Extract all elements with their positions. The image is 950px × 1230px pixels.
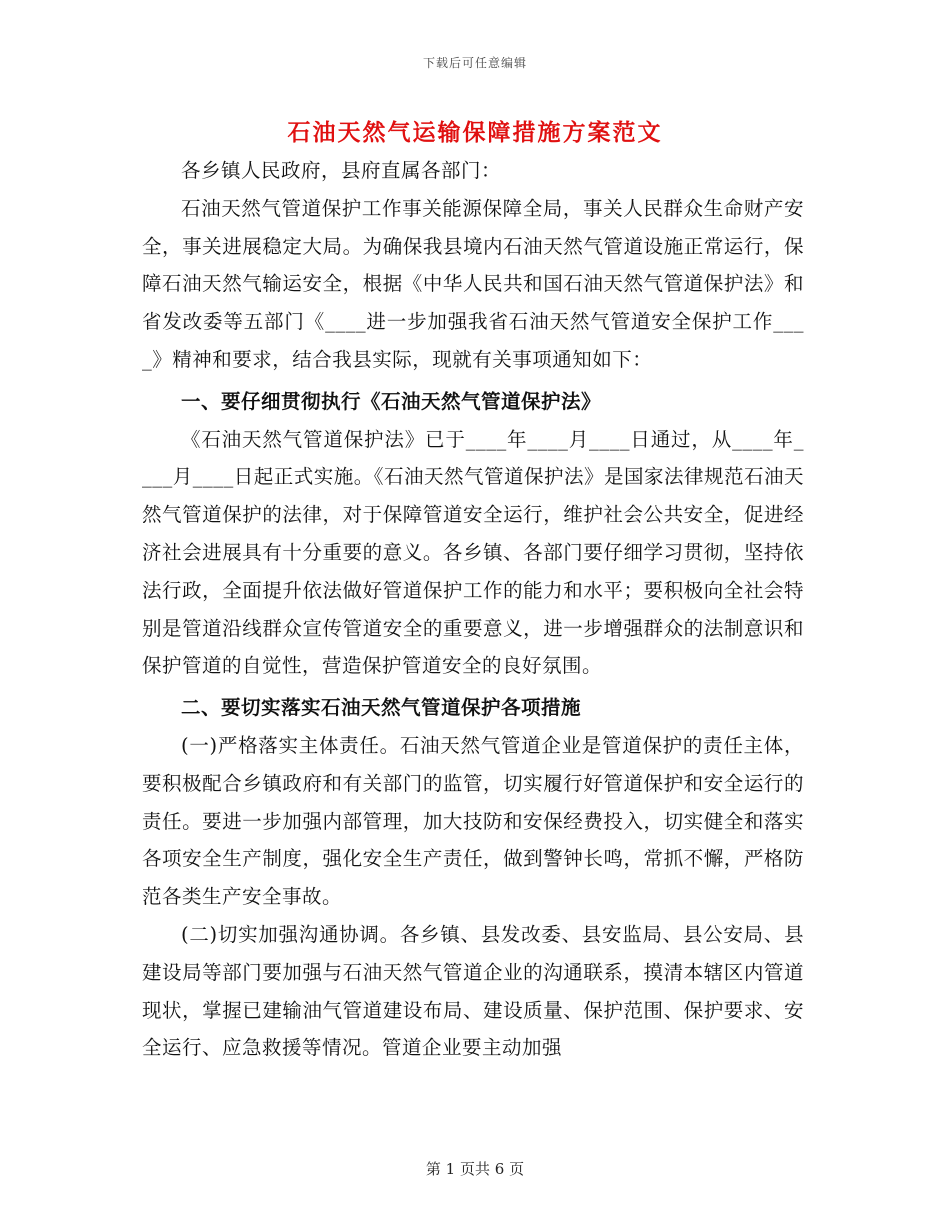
page-number: 第 1 页共 6 页 [425, 1160, 525, 1178]
section-1-paragraph: 《石油天然气管道保护法》已于____年____月____日通过，从____年____月____日起正式实施。《石油天然气管道保护法》是国家法律规范石油天然气管道保护的法律，对于保障管道安全运行，维护社会公共安全，促进经济社会进展具有十分重要的意义。各乡镇、各部门要仔细学习贯彻，坚持依法行政，全面提升依法做好管道保护工作的能力和水平；要积极向全社会特别是管道沿线群众宣传管道安全的重要意义，进一步增强群众的法制意识和保护管道的自觉性，营造保护管道安全的良好氛围。 [142, 427, 805, 678]
section-heading-1: 一、要仔细贯彻执行《石油天然气管道保护法》 [181, 389, 602, 413]
intro-paragraph: 石油天然气管道保护工作事关能源保障全局，事关人民群众生命财产安全，事关进展稳定大局。为确保我县境内石油天然气管道设施正常运行，保障石油天然气输运安全，根据《中华人民共和国石油天然气管道保护法》和省发改委等五部门《____进一步加强我省石油天然气管道安全保护工作____》精神和要求，结合我县实际，现就有关事项通知如下： [142, 196, 804, 371]
section-2-item-2: (二)切实加强沟通协调。各乡镇、县发改委、县安监局、县公安局、县建设局等部门要加强与石油天然气管道企业的沟通联系，摸清本辖区内管道现状，掌握已建输油气管道建设布局、建设质量、保护范围、保护要求、安全运行、应急救援等情况。管道企业要主动加强 [142, 922, 804, 1060]
salutation: 各乡镇人民政府，县府直属各部门： [181, 159, 502, 182]
section-2-item-1: (一)严格落实主体责任。石油天然气管道企业是管道保护的责任主体，要积极配合乡镇政府和有关部门的监管，切实履行好管道保护和安全运行的责任。要进一步加强内部管理，加大技防和安保经费投入，切实健全和落实各项安全生产制度，强化安全生产责任，做到警钟长鸣，常抓不懈，严格防范各类生产安全事故。 [142, 733, 804, 909]
section-heading-2: 二、要切实落实石油天然气管道保护各项措施 [181, 696, 582, 720]
document-title: 石油天然气运输保障措施方案范文 [287, 119, 663, 146]
document-body [142, 152, 804, 1067]
header-note: 下载后可任意编辑 [422, 56, 527, 70]
